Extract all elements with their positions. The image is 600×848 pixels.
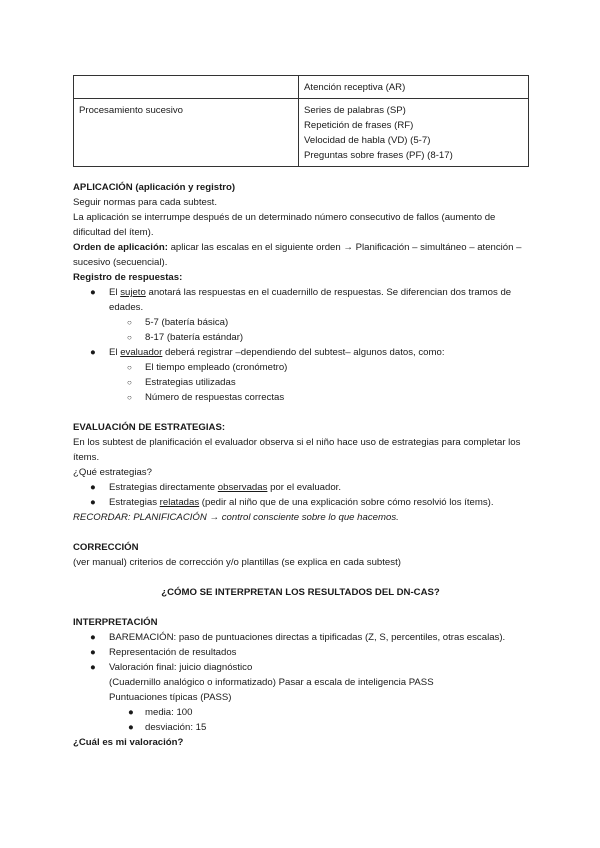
- underlined-term: evaluador: [120, 347, 163, 358]
- table-cell-line: Series de palabras (SP): [304, 105, 406, 116]
- bullet-icon: ●: [90, 287, 96, 298]
- list-item: [73, 645, 528, 660]
- registro-list: [73, 285, 528, 405]
- text-run: Valoración final: juicio diagnóstico: [109, 662, 253, 673]
- text-run: media: 100: [145, 707, 193, 718]
- evaluacion-question: ¿Qué estrategias?: [73, 467, 152, 478]
- bullet-icon: ●: [90, 662, 96, 673]
- aplicacion-line: Seguir normas para cada subtest.: [73, 197, 217, 208]
- list-item: [73, 360, 528, 375]
- text-run: desviación: 15: [145, 722, 207, 733]
- orden-label: Orden de aplicación:: [73, 242, 168, 253]
- bullet-icon: ●: [90, 647, 96, 658]
- evaluacion-text: En los subtest de planificación el evaluador observa si el niño hace uso de estrategias para completar los ítems.: [73, 437, 521, 463]
- orden-paragraph: [73, 240, 528, 270]
- list-item: [73, 495, 528, 510]
- table-cell-line: Repetición de frases (RF): [304, 120, 414, 131]
- recordar-note: RECORDAR: PLANIFICACIÓN → control consciente sobre lo que hacemos.: [73, 512, 399, 523]
- orden-text: aplicar las escalas en el siguiente orden → Planificación – simultáneo – atención – sucesivo (secuencial).: [73, 242, 522, 268]
- underlined-term: observadas: [217, 482, 268, 493]
- text-run: El tiempo empleado (cronómetro): [145, 362, 288, 373]
- table-cell-left: Procesamiento sucesivo: [74, 99, 299, 167]
- text-run: Estrategias directamente: [109, 482, 218, 493]
- table-row: [74, 76, 529, 99]
- list-item: [73, 660, 528, 675]
- bullet-icon: ●: [90, 497, 96, 508]
- document-body: [73, 180, 528, 750]
- table-cell-right: [299, 99, 529, 167]
- interpretacion-heading: INTERPRETACIÓN: [73, 617, 158, 628]
- interpretacion-continuation: (Cuadernillo analógico o informatizado) Pasar a escala de inteligencia PASS: [109, 677, 434, 688]
- interpretacion-continuation: Puntuaciones típicas (PASS): [109, 692, 232, 703]
- circle-bullet-icon: ○: [127, 363, 132, 372]
- bullet-icon: ●: [128, 722, 134, 733]
- correccion-heading: CORRECCIÓN: [73, 542, 139, 553]
- text-run: El: [109, 347, 121, 358]
- list-item: [73, 285, 528, 315]
- pass-list: [73, 705, 528, 735]
- text-run: (pedir al niño que de una explicación sobre cómo resolvió los ítems).: [199, 497, 494, 508]
- table-row: [74, 99, 529, 167]
- text-run: Estrategias utilizadas: [145, 377, 236, 388]
- registro-label: Registro de respuestas:: [73, 272, 183, 283]
- list-item: [73, 375, 528, 390]
- underlined-term: sujeto: [120, 287, 146, 298]
- text-run: Número de respuestas correctas: [145, 392, 285, 403]
- estrategias-list: [73, 480, 528, 510]
- text-run: deberá registrar –dependiendo del subtest– algunos datos, como:: [162, 347, 445, 358]
- text-run: El: [109, 287, 121, 298]
- circle-bullet-icon: ○: [127, 378, 132, 387]
- circle-bullet-icon: ○: [127, 318, 132, 327]
- text-run: Estrategias: [109, 497, 160, 508]
- aplicacion-line: La aplicación se interrumpe después de un determinado número consecutivo de fallos (aumento de dificultad del ítem).: [73, 212, 496, 238]
- table-cell-line: Atención receptiva (AR): [304, 82, 406, 93]
- text-run: Representación de resultados: [109, 647, 237, 658]
- list-item: [73, 315, 528, 330]
- bullet-icon: ●: [90, 482, 96, 493]
- list-item: [73, 480, 528, 495]
- bullet-icon: ●: [90, 632, 96, 643]
- list-item: [73, 705, 528, 720]
- aplicacion-heading: APLICACIÓN (aplicación y registro): [73, 182, 236, 193]
- circle-bullet-icon: ○: [127, 333, 132, 342]
- list-item: [73, 720, 528, 735]
- list-item: [73, 345, 528, 360]
- interpretacion-list: [73, 630, 528, 675]
- correccion-text: (ver manual) criterios de corrección y/o plantillas (se explica en cada subtest): [73, 557, 401, 568]
- interpretan-heading: ¿CÓMO SE INTERPRETAN LOS RESULTADOS DEL DN-CAS?: [161, 587, 440, 598]
- bullet-icon: ●: [128, 707, 134, 718]
- circle-bullet-icon: ○: [127, 393, 132, 402]
- valoracion-question: ¿Cuál es mi valoración?: [73, 737, 184, 748]
- bullet-icon: ●: [90, 347, 96, 358]
- underlined-term: relatadas: [159, 497, 200, 508]
- list-item: [73, 630, 528, 645]
- text-run: BAREMACIÓN: paso de puntuaciones directas a tipificadas (Z, S, percentiles, otras escalas).: [109, 632, 506, 643]
- table-cell-line: Velocidad de habla (VD) (5-7): [304, 135, 431, 146]
- text-run: 8-17 (batería estándar): [145, 332, 244, 343]
- table-cell-right: [299, 76, 529, 99]
- text-run: 5-7 (batería básica): [145, 317, 229, 328]
- text-run: por el evaluador.: [267, 482, 342, 493]
- list-item: [73, 330, 528, 345]
- evaluacion-heading: EVALUACIÓN DE ESTRATEGIAS:: [73, 422, 226, 433]
- text-run: anotará las respuestas en el cuadernillo de respuestas. Se diferencian dos tramos de edades.: [109, 287, 512, 313]
- list-item: [73, 390, 528, 405]
- table-cell-left: [74, 76, 299, 99]
- subtest-table: [73, 75, 529, 167]
- table-cell-line: Preguntas sobre frases (PF) (8-17): [304, 150, 453, 161]
